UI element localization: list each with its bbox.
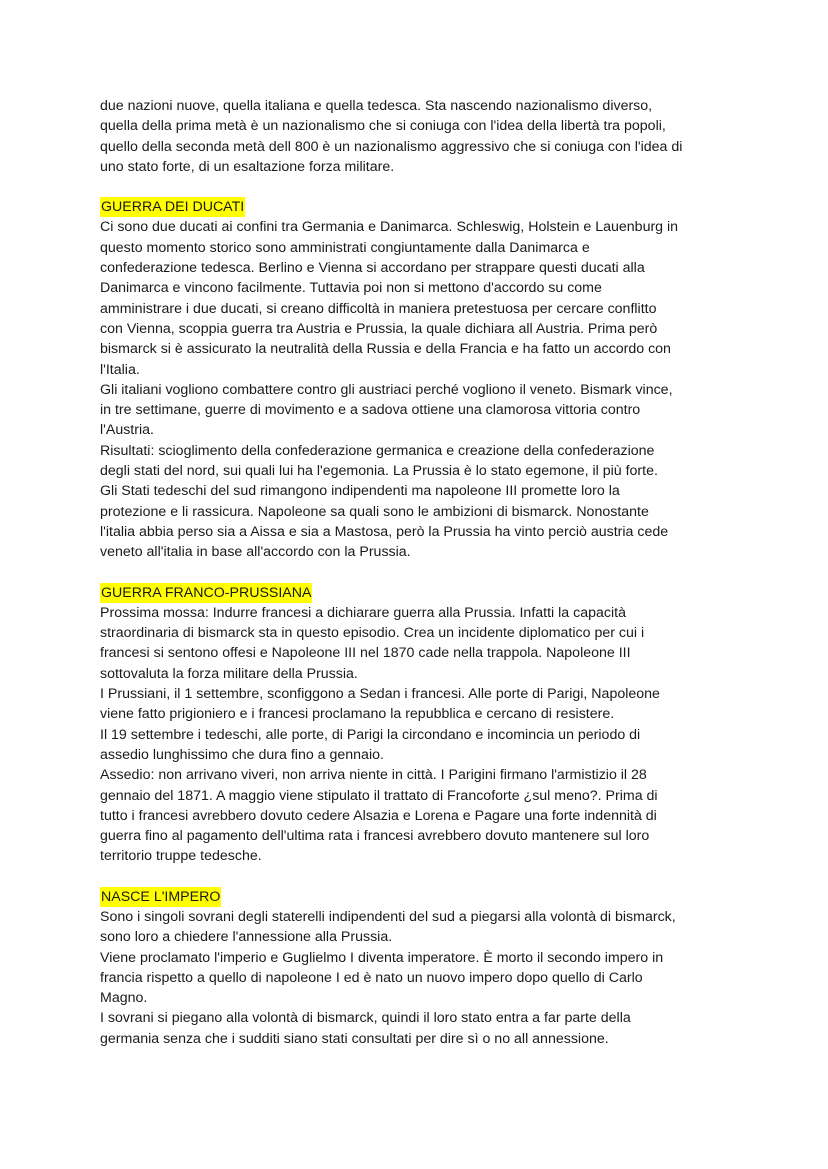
text-line: sottovaluta la forza militare della Prussia. [100, 665, 358, 682]
text-line: quella della prima metà è un nazionalismo che si coniuga con l'idea della libertà tra popoli, [100, 118, 666, 135]
text-line: amministrare i due ducati, si creano difficoltà in maniera pretestuosa per cercare conflitto [100, 300, 657, 317]
text-line: in tre settimane, guerre di movimento e a sadova ottiene una clamorosa vittoria contro [100, 402, 641, 419]
section-heading: NASCE L'IMPERO [100, 887, 221, 907]
text-line: Prossima mossa: Indurre francesi a dichiarare guerra alla Prussia. Infatti la capacità [100, 604, 626, 621]
text-line: degli stati del nord, sui quali lui ha l'egemonia. La Prussia è lo stato egemone, il più forte. [100, 463, 658, 480]
text-line: viene fatto prigioniero e i francesi proclamano la repubblica e cercano di resistere. [100, 706, 615, 723]
section-heading: GUERRA DEI DUCATI [100, 197, 245, 217]
text-line: Il 19 settembre i tedeschi, alle porte, di Parigi la circondano e incomincia un periodo di [100, 726, 641, 743]
text-line: quello della seconda metà dell 800 è un nazionalismo aggressivo che si coniuga con l'idea di [100, 138, 683, 155]
text-line: francia rispetto a quello di napoleone I ed è nato un nuovo impero dopo quello di Carlo [100, 969, 643, 986]
intro-paragraph [100, 96, 740, 177]
text-line: I sovrani si piegano alla volontà di bismarck, quindi il loro stato entra a far parte della [100, 1010, 631, 1027]
text-line: Gli Stati tedeschi del sud rimangono indipendenti ma napoleone III promette loro la [100, 483, 620, 500]
text-line: Sono i singoli sovrani degli staterelli indipendenti del sud a piegarsi alla volontà di bismarck, [100, 908, 676, 925]
section-guerra-dei-ducati [100, 197, 740, 562]
section-heading: GUERRA FRANCO-PRUSSIANA [100, 583, 312, 603]
text-line: l'Italia. [100, 361, 140, 378]
text-line: sono loro a chiedere l'annessione alla Prussia. [100, 929, 393, 946]
text-line: confederazione tedesca. Berlino e Vienna si accordano per strappare questi ducati alla [100, 260, 645, 277]
section-nasce-l-impero [100, 887, 740, 1049]
text-line: bismarck si è assicurato la neutralità della Russia e della Francia e ha fatto un accordo con [100, 341, 671, 358]
text-line: germania senza che i sudditi siano stati consultati per dire sì o no all annessione. [100, 1030, 609, 1047]
document-page [100, 96, 740, 1049]
text-line: gennaio del 1871. A maggio viene stipulato il trattato di Francoforte ¿sul meno?. Prima di [100, 787, 658, 804]
section-guerra-franco-prussiana [100, 583, 740, 867]
text-line: due nazioni nuove, quella italiana e quella tedesca. Sta nascendo nazionalismo diverso, [100, 98, 653, 114]
text-line: straordinaria di bismarck sta in questo episodio. Crea un incidente diplomatico per cui i [100, 625, 645, 642]
text-line: Viene proclamato l'imperio e Guglielmo I diventa imperatore. È morto il secondo impero in [100, 949, 664, 966]
text-line: l'italia abbia perso sia a Aissa e sia a Mastosa, però la Prussia ha vinto perciò austria cede [100, 523, 669, 540]
text-line: I Prussiani, il 1 settembre, sconfiggono a Sedan i francesi. Alle porte di Parigi, Napoleone [100, 686, 660, 703]
text-line: assedio lunghissimo che dura fino a gennaio. [100, 746, 384, 763]
text-line: veneto all'italia in base all'accordo con la Prussia. [100, 544, 411, 561]
text-line: Risultati: scioglimento della confederazione germanica e creazione della confederazione [100, 442, 655, 459]
text-line: Magno. [100, 990, 148, 1007]
text-line: Assedio: non arrivano viveri, non arriva niente in città. I Parigini firmano l'armistizio il 28 [100, 767, 647, 784]
text-line: l'Austria. [100, 422, 154, 439]
text-line: Danimarca e vincono facilmente. Tuttavia poi non si mettono d'accordo su come [100, 280, 602, 297]
text-line: tutto i francesi avrebbero dovuto cedere Alsazia e Lorena e Pagare una forte indennità di [100, 807, 657, 824]
text-line: Gli italiani vogliono combattere contro gli austriaci perché vogliono il veneto. Bismark vince, [100, 381, 673, 398]
text-line: protezione e li rassicura. Napoleone sa quali sono le ambizioni di bismarck. Nonostante [100, 503, 649, 520]
text-line: con Vienna, scoppia guerra tra Austria e Prussia, la quale dichiara all Austria. Prima però [100, 320, 658, 337]
text-line: Ci sono due ducati ai confini tra Germania e Danimarca. Schleswig, Holstein e Lauenburg in [100, 219, 679, 236]
text-line: territorio truppe tedesche. [100, 848, 262, 865]
text-line: questo momento storico sono amministrati congiuntamente dalla Danimarca e [100, 239, 590, 256]
text-line: francesi si sentono offesi e Napoleone III nel 1870 cade nella trappola. Napoleone III [100, 645, 631, 662]
text-line: guerra fino al pagamento dell'ultima rata i francesi avrebbero dovuto mantenere sul loro [100, 828, 650, 845]
text-line: uno stato forte, di un esaltazione forza militare. [100, 158, 395, 175]
